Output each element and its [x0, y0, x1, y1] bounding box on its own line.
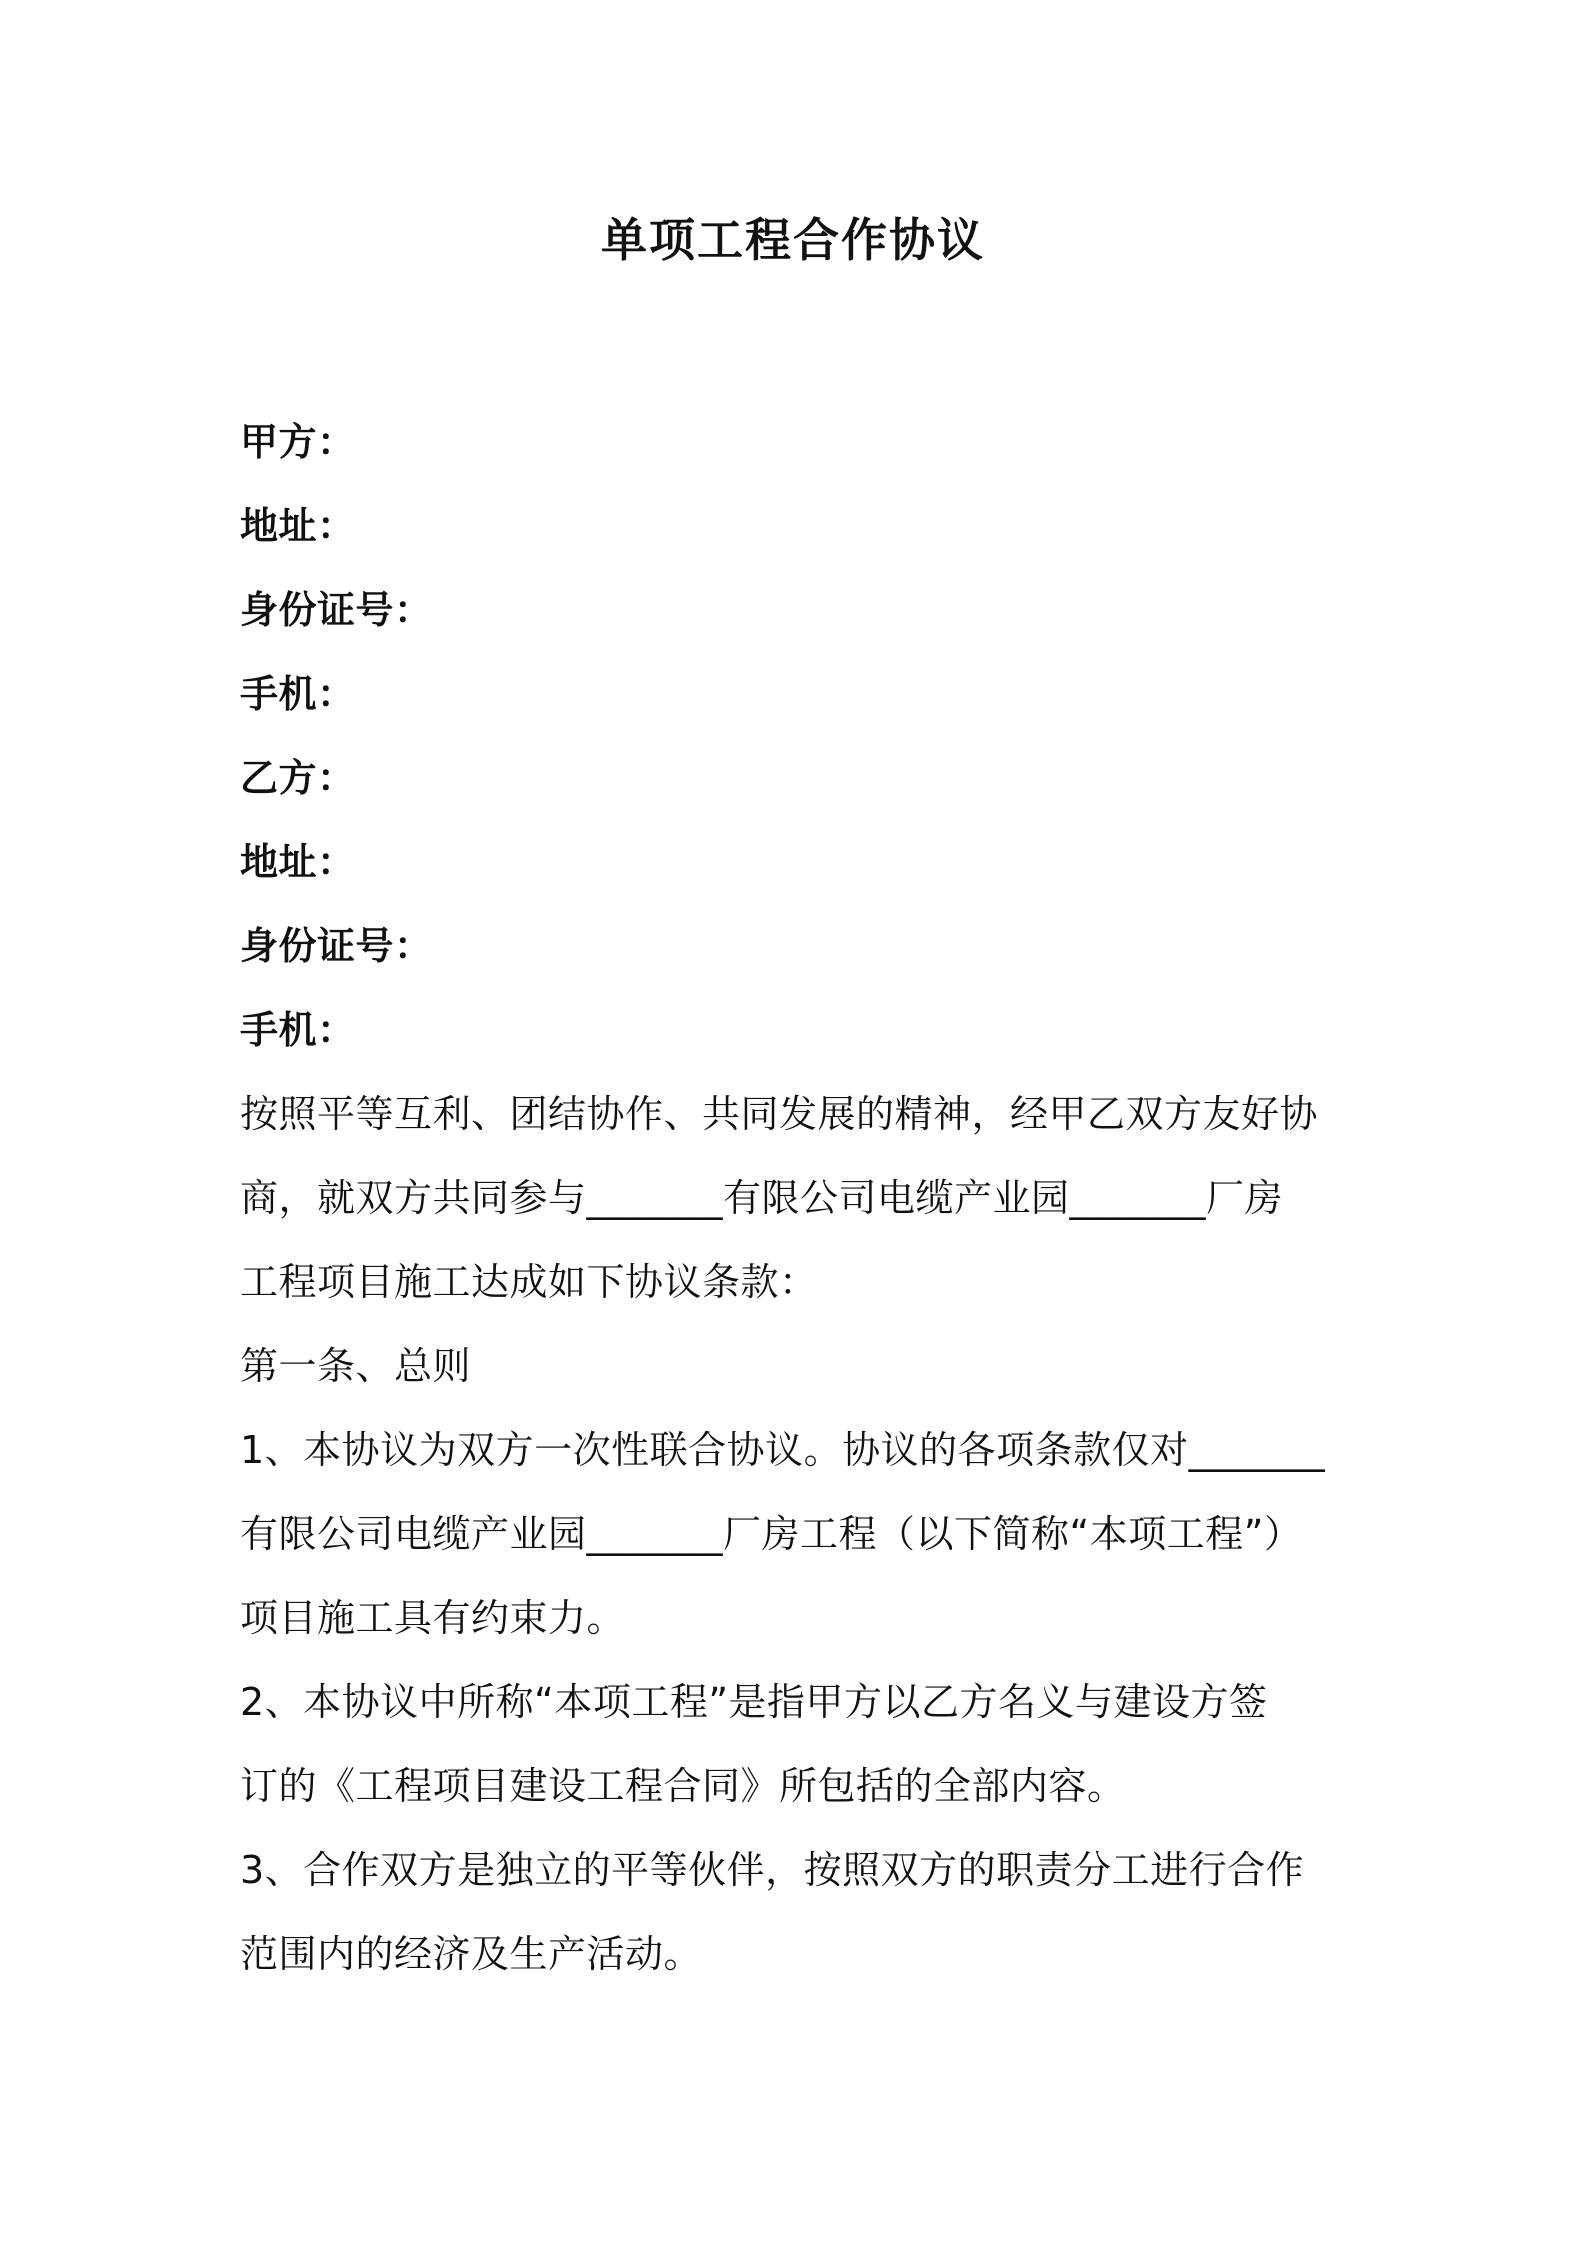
- clause-line-4: 2、本协议中所称“本项工程”是指甲方以乙方名义与建设方签: [240, 1680, 1268, 1724]
- document-body: [240, 400, 1360, 1996]
- section-heading: 第一条、总则: [240, 1344, 472, 1388]
- intro-line-1: 按照平等互利、团结协作、共同发展的精神，经甲乙双方友好协: [240, 1092, 1319, 1136]
- party-b-phone-label: 手机：: [240, 1008, 356, 1052]
- party-b-address-label: 地址：: [240, 840, 356, 884]
- party-a-id-label: 身份证号：: [240, 588, 433, 632]
- clause-line-7: 范围内的经济及生产活动。: [240, 1932, 703, 1976]
- party-a-label: 甲方：: [240, 420, 356, 464]
- clause-line-6: 3、合作双方是独立的平等伙伴，按照双方的职责分工进行合作: [240, 1848, 1305, 1892]
- clause-line-1: 1、本协议为双方一次性联合协议。协议的各项条款仅对_______: [240, 1428, 1326, 1472]
- clause-line-5: 订的《工程项目建设工程合同》所包括的全部内容。: [240, 1764, 1126, 1808]
- party-b-id-label: 身份证号：: [240, 924, 433, 968]
- clause-line-3: 项目施工具有约束力。: [240, 1596, 626, 1640]
- intro-line-3: 工程项目施工达成如下协议条款：: [240, 1260, 818, 1304]
- clause-line-2: 有限公司电缆产业园_______厂房工程（以下简称“本项工程”）: [240, 1512, 1303, 1556]
- document-title: 单项工程合作协议: [601, 213, 985, 267]
- party-a-phone-label: 手机：: [240, 672, 356, 716]
- intro-line-2: 商，就双方共同参与_______有限公司电缆产业园_______厂房: [240, 1176, 1284, 1220]
- party-a-address-label: 地址：: [240, 504, 356, 548]
- party-b-label: 乙方：: [240, 756, 356, 800]
